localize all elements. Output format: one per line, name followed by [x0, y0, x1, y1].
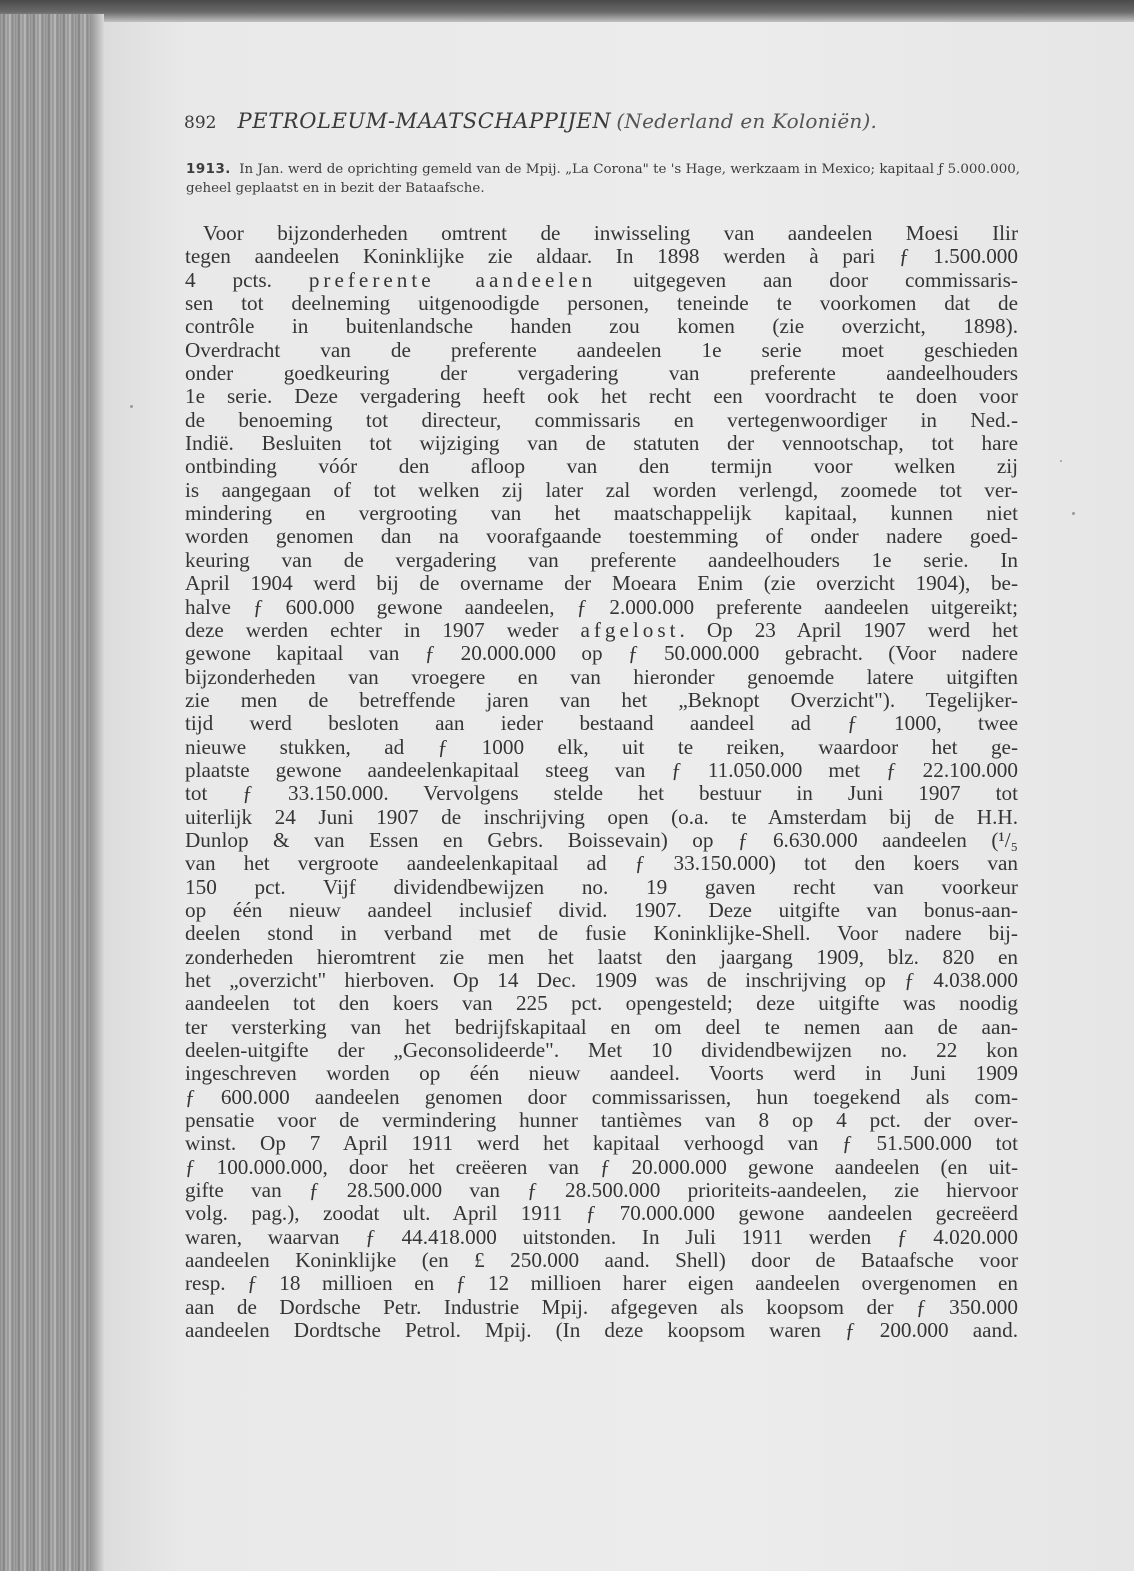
text-line: contrôle in buitenlandsche handen zou komen (zie overzicht, 1898). [185, 314, 1018, 339]
note-text: In Jan. werd de oprichting gemeld van de Mpij. „La Corona" te 's Hage, werkzaam in Mexico; kapitaal ƒ 5.000.000, geheel geplaatst en in bezit der Bataafsche. [186, 162, 1020, 196]
text-line: 1e serie. Deze vergadering heeft ook het recht een voordracht te doen voor [185, 384, 1018, 409]
text-line: ƒ 100.000.000, door het creëeren van ƒ 20.000.000 gewone aandeelen (en uit- [185, 1154, 1018, 1179]
page-number: 892 [184, 113, 217, 133]
text-line: gewone kapitaal van ƒ 20.000.000 op ƒ 50.000.000 gebracht. (Voor nadere [185, 641, 1018, 666]
text-line: tijd werd besloten aan ieder bestaand aandeel ad ƒ 1000, twee [185, 711, 1018, 736]
text-line: uiterlijk 24 Juni 1907 de inschrijving open (o.a. te Amsterdam bij de H.H. [185, 804, 1018, 829]
text-line: de benoeming tot directeur, commissaris en vertegenwoordiger in Ned.- [185, 407, 1018, 432]
scan-speck [1072, 512, 1075, 515]
text-segment: 4 pcts. [185, 267, 309, 292]
scan-speck [130, 405, 133, 408]
text-line: April 1904 werd bij de overname der Moeara Enim (zie overzicht 1904), be- [185, 571, 1018, 596]
text-segment: uitgegeven aan door commissaris- [596, 267, 1018, 292]
text-line: gifte van ƒ 28.500.000 van ƒ 28.500.000 prioriteits-aandeelen, zie hiervoor [185, 1178, 1018, 1203]
text-line: het „overzicht" hierboven. Op 14 Dec. 1909 was de inschrijving op ƒ 4.038.000 [185, 968, 1018, 992]
note-1913 [186, 160, 1020, 198]
text-line: nieuwe stukken, ad ƒ 1000 elk, uit te reiken, waardoor het ge- [185, 734, 1018, 759]
text-line: zonderheden hieromtrent zie men het laatst den jaargang 1909, blz. 820 en [185, 944, 1018, 969]
running-head [184, 109, 1024, 139]
spaced-emphasis: afgelost [580, 617, 680, 642]
book-top-edge-shadow [0, 0, 1134, 24]
text-line: ingeschreven worden op één nieuw aandeel. Voorts werd in Juni 1909 [185, 1061, 1018, 1086]
text-line: zie men de betreffende jaren van het „Beknopt Overzicht"). Tegelijker- [185, 687, 1018, 712]
text-line: 150 pct. Vijf dividendbewijzen no. 19 gaven recht van voorkeur [185, 874, 1018, 899]
text-line: keuring van de vergadering van preferente aandeelhouders 1e serie. In [185, 547, 1018, 572]
text-line: Voor bijzonderheden omtrent de inwisseling van aandeelen Moesi Ilir [203, 221, 1018, 245]
text-line: ontbinding vóór den afloop van den termijn voor welken zij [185, 454, 1018, 479]
text-line: sen tot deelneming uitgenoodigde personen, teneinde te voorkomen dat de [185, 291, 1018, 316]
text-line: waren, waarvan ƒ 44.418.000 uitstonden. In Juli 1911 werden ƒ 4.020.000 [185, 1224, 1018, 1249]
text-line [185, 269, 1018, 292]
text-line: op één nieuw aandeel inclusief divid. 1907. Deze uitgifte van bonus-aan- [185, 897, 1018, 922]
text-line: aan de Dordsche Petr. Industrie Mpij. afgegeven als koopsom der ƒ 350.000 [185, 1294, 1018, 1319]
text-line: onder goedkeuring der vergadering van preferente aandeelhouders [185, 361, 1018, 386]
text-line: aandeelen tot den koers van 225 pct. opengesteld; deze uitgifte was noodig [185, 991, 1018, 1016]
text-line: worden genomen dan na voorafgaande toestemming of onder nadere goed- [185, 524, 1018, 549]
text-line: tegen aandeelen Koninklijke zie aldaar. In 1898 werden à pari ƒ 1.500.000 [185, 244, 1018, 269]
text-line: tot ƒ 33.150.000. Vervolgens stelde het bestuur in Juni 1907 tot [185, 781, 1018, 806]
text-line: resp. ƒ 18 millioen en ƒ 12 millioen harer eigen aandeelen overgenomen en [185, 1271, 1018, 1296]
text-line: van het vergroote aandeelenkapitaal ad ƒ 33.150.000) tot den koers van [185, 851, 1018, 876]
text-line: aandeelen Koninklijke (en £ 250.000 aand. Shell) door de Bataafsche voor [185, 1248, 1018, 1273]
running-subtitle: (Nederland en Koloniën). [616, 109, 878, 133]
text-line: pensatie voor de vermindering hunner tantièmes van 8 op 4 pct. der over- [185, 1108, 1018, 1133]
text-segment: deze werden echter in 1907 weder [185, 617, 581, 642]
text-line: Indië. Besluiten tot wijziging van de statuten der vennootschap, tot hare [185, 431, 1018, 456]
text-line: mindering en vergrooting van het maatschappelijk kapitaal, kunnen niet [185, 501, 1018, 526]
text-line: Overdracht van de preferente aandeelen 1e serie moet geschieden [185, 337, 1018, 362]
text-line: aandeelen Dordtsche Petrol. Mpij. (In deze koopsom waren ƒ 200.000 aand. [185, 1318, 1018, 1343]
text-line: plaatste gewone aandeelenkapitaal steeg van ƒ 11.050.000 met ƒ 22.100.000 [185, 757, 1018, 782]
text-line: bijzonderheden van vroegere en van hieronder genoemde latere uitgiften [185, 664, 1018, 689]
text-line: winst. Op 7 April 1911 werd het kapitaal verhoogd van ƒ 51.500.000 tot [185, 1131, 1018, 1156]
running-title: PETROLEUM-MAATSCHAPPIJEN [237, 109, 612, 133]
body-paragraph [185, 222, 1018, 1343]
text-line: Dunlop & van Essen en Gebrs. Boissevain) op ƒ 6.630.000 aandeelen (¹/₅ [185, 827, 1018, 852]
text-line [185, 619, 1018, 642]
text-line: volg. pag.), zoodat ult. April 1911 ƒ 70.000.000 gewone aandeelen gecreëerd [185, 1201, 1018, 1226]
book-page-edges [0, 14, 104, 1571]
text-line: deelen stond in verband met de fusie Koninklijke-Shell. Voor nadere bij- [185, 921, 1018, 946]
note-year: 1913. [186, 162, 231, 177]
text-segment: . Op 23 April 1907 werd het [679, 617, 1018, 642]
text-line: is aangegaan of tot welken zij later zal worden verlengd, zoomede tot ver- [185, 477, 1018, 502]
scan-speck [1060, 460, 1062, 462]
text-line: ter versterking van het bedrijfskapitaal en om deel te nemen aan de aan- [185, 1014, 1018, 1039]
text-line: deelen-uitgifte der „Geconsolideerde". Met 10 dividendbewijzen no. 22 kon [185, 1038, 1018, 1063]
spaced-emphasis: preferente aandeelen [308, 267, 597, 292]
text-line: ƒ 600.000 aandeelen genomen door commissarissen, hun toegekend als com- [185, 1084, 1018, 1109]
text-line: halve ƒ 600.000 gewone aandeelen, ƒ 2.000.000 preferente aandeelen uitgereikt; [185, 594, 1018, 619]
